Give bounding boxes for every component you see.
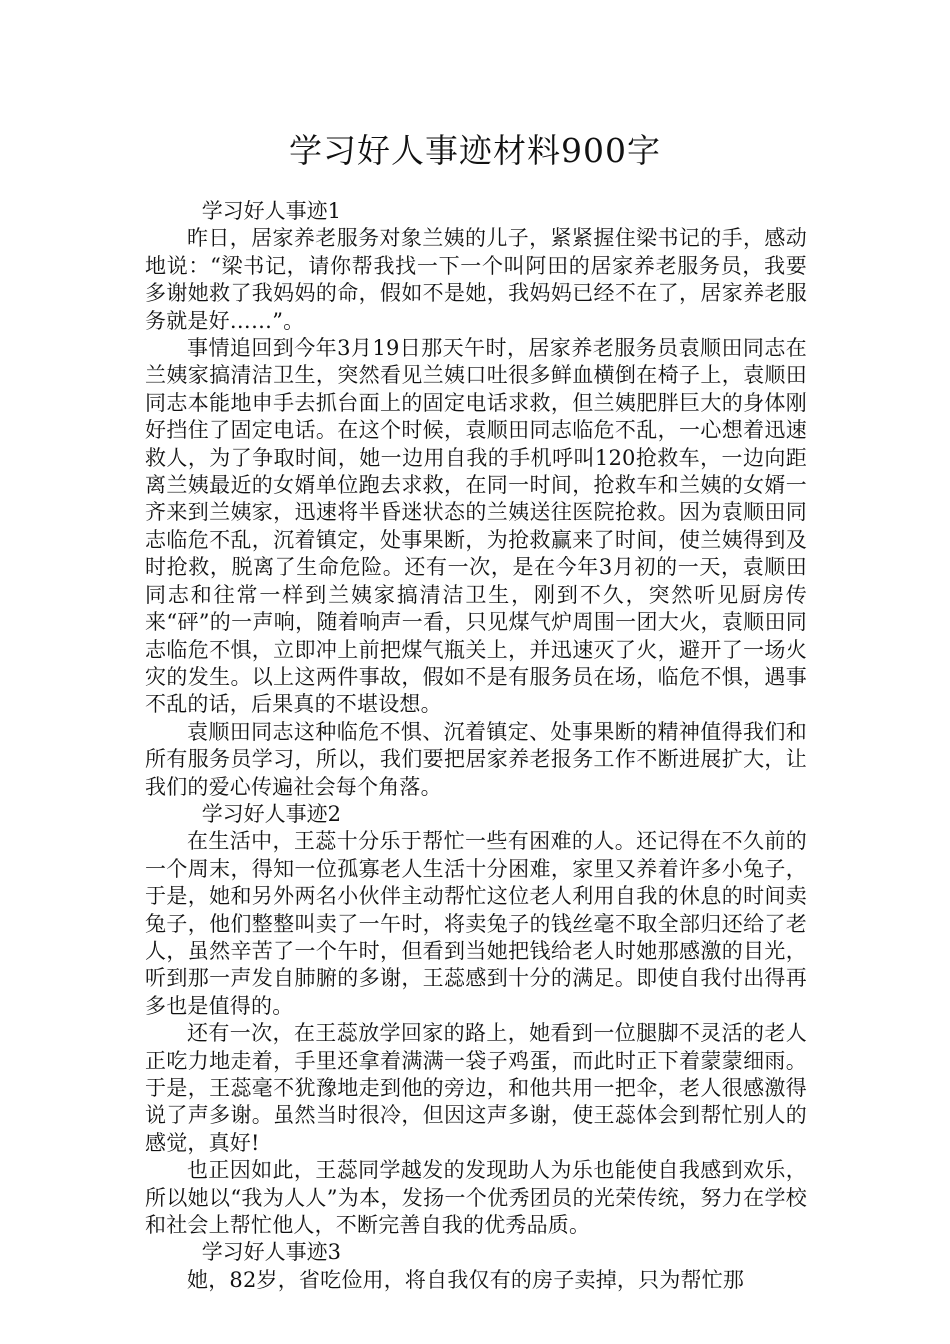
section-heading-2: 学习好人事迹2: [201, 801, 342, 826]
section-heading-1: 学习好人事迹1: [201, 199, 342, 223]
paragraph: 还有一次，在王蕊放学回家的路上，她看到一位腿脚不灵活的老人正吃力地走着，手里还拿着满满一袋子鸡蛋，而此时正下着蒙蒙细雨。于是，王蕊毫不犹豫地走到他的旁边，和他共用一把伞，老人很感激得说了声多谢。虽然当时很冷，但因这声多谢，使王蕊体会到帮忙别人的感觉，真好!: [145, 1021, 807, 1155]
paragraph: 袁顺田同志这种临危不惧、沉着镇定、处事果断的精神值得我们和所有服务员学习，所以，我们要把居家养老报务工作不断进展扩大，让我们的爱心传遍社会每个角落。: [145, 719, 807, 799]
paragraph: 她，82岁，省吃俭用，将自我仅有的房子卖掉，只为帮忙那: [187, 1267, 745, 1292]
paragraph: 事情追回到今年3月19日那天午时，居家养老服务员袁顺田同志在兰姨家搞清洁卫生，突然看见兰姨口吐很多鲜血横倒在椅子上，袁顺田同志本能地申手去抓台面上的固定电话求救，但兰姨肥胖巨大的身体刚好挡住了固定电话。在这个时候，袁顺田同志临危不乱，一心想着迅速救人，为了争取时间，她一边用自我的手机呼叫120抢救车，一边向距离兰姨最近的女婿单位跑去求救，在同一时间，抢救车和兰姨的女婿一齐来到兰姨家，迅速将半昏迷状态的兰姨送往医院抢救。因为袁顺田同志临危不乱，沉着镇定，处事果断，为抢救赢来了时间，使兰姨得到及时抢救，脱离了生命危险。还有一次，是在今年3月初的一天，袁顺田同志和往常一样到兰姨家搞清洁卫生，刚到不久，突然听见厨房传来“砰”的一声响，随着响声一看，只见煤气炉周围一团大火，袁顺田同志临危不惧，立即冲上前把煤气瓶关上，并迅速灭了火，避开了一场火灾的发生。以上这两件事故，假如不是有服务员在场，临危不惧，遇事不乱的话，后果真的不堪设想。: [145, 336, 807, 717]
paragraph: 也正因如此，王蕊同学越发的发现助人为乐也能使自我感到欢乐，所以她以“我为人人”为本，发扬一个优秀团员的光荣传统，努力在学校和社会上帮忙他人，不断完善自我的优秀品质。: [145, 1158, 807, 1238]
document-body: [145, 198, 807, 1294]
section-heading-3: 学习好人事迹3: [201, 1240, 342, 1265]
document-title: 学习好人事迹材料900字: [289, 131, 661, 170]
paragraph: 昨日，居家养老服务对象兰姨的儿子，紧紧握住梁书记的手，感动地说：“梁书记，请你帮我找一下一个叫阿田的居家养老服务员，我要多谢她救了我妈妈的命，假如不是她，我妈妈已经不在了，居家养老服务就是好……”。: [145, 226, 807, 333]
paragraph: 在生活中，王蕊十分乐于帮忙一些有困难的人。还记得在不久前的一个周末，得知一位孤寡老人生活十分困难，家里又养着许多小兔子，于是，她和另外两名小伙伴主动帮忙这位老人利用自我的休息的时间卖兔子，他们整整叫卖了一午时，将卖兔子的钱丝毫不取全部归还给了老人，虽然辛苦了一个午时，但看到当她把钱给老人时她那感激的目光，听到那一声发自肺腑的多谢，王蕊感到十分的满足。即使自我付出得再多也是值得的。: [145, 829, 807, 1018]
